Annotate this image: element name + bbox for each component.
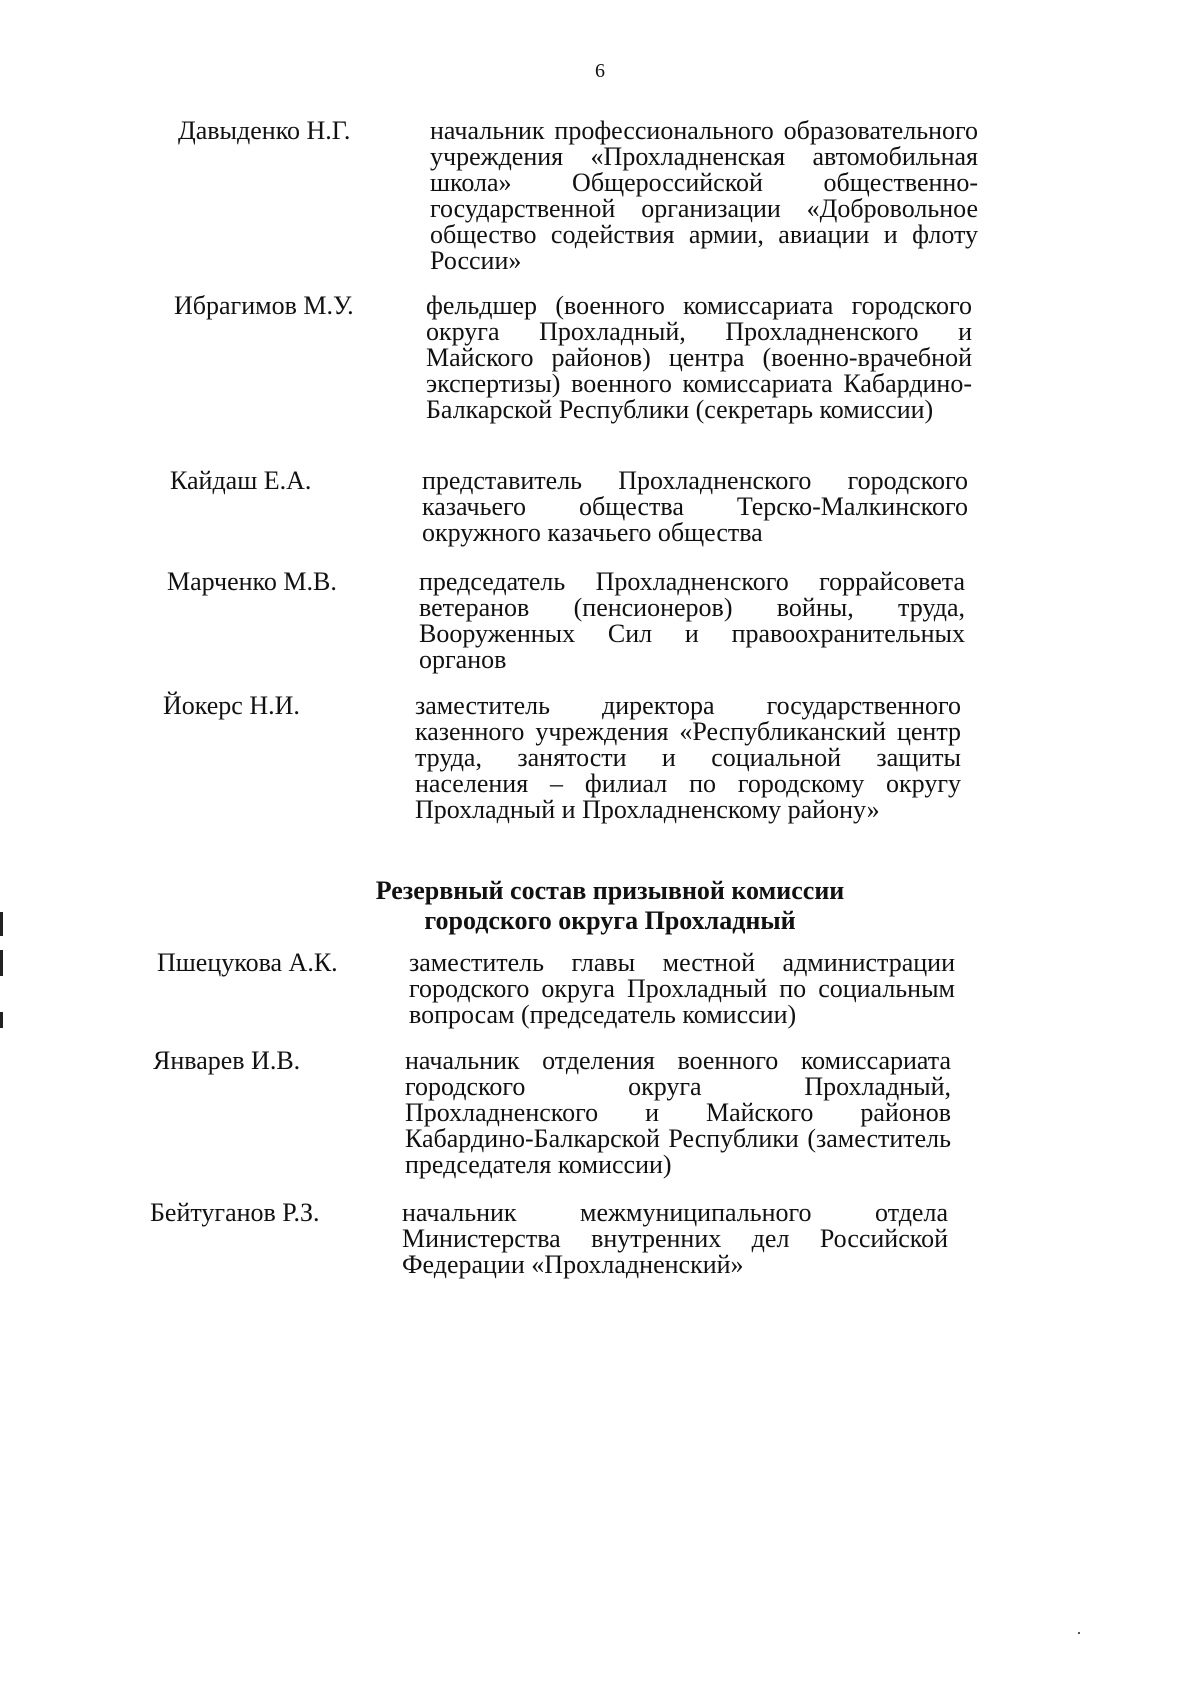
scan-speck xyxy=(1078,1632,1080,1634)
page-number: 6 xyxy=(595,60,605,82)
member-role: начальник межмуниципального отдела Министерства внутренних дел Российской Федерации «Прохладненский» xyxy=(402,1198,948,1279)
member-name: Ибрагимов М.У. xyxy=(174,291,354,320)
scan-margin-mark xyxy=(0,912,3,936)
member-role: начальник отделения военного комиссариата городского округа Прохладный, Прохладненского и Майского районов Кабардино-Балкарской Республики (заместитель председателя комиссии) xyxy=(405,1046,951,1179)
reserve-title-line2: городского округа Прохладный xyxy=(424,906,796,935)
member-name: Йокерс Н.И. xyxy=(163,691,300,720)
member-name: Бейтуганов Р.З. xyxy=(150,1198,320,1227)
member-name: Январев И.В. xyxy=(153,1046,301,1075)
reserve-title-line1: Резервный состав призывной комиссии xyxy=(375,876,845,905)
member-name: Давыденко Н.Г. xyxy=(178,116,351,145)
reserve-section-title xyxy=(300,876,920,936)
member-role: начальник профессионального образовательного учреждения «Прохладненская автомобильная школа» Общероссийской общественно-государственной организации «Добровольное общество содействия армии, авиации и флоту России» xyxy=(430,116,978,275)
scan-margin-mark xyxy=(0,1012,3,1028)
member-role: заместитель директора государственного казенного учреждения «Республиканский центр труда, занятости и социальной защиты населения – филиал по городскому округу Прохладный и Прохладненскому району» xyxy=(415,691,961,824)
member-name: Пшецукова А.К. xyxy=(157,948,338,977)
member-name: Кайдаш Е.А. xyxy=(170,466,312,495)
member-role: председатель Прохладненского горрайсовета ветеранов (пенсионеров) войны, труда, Вооруженных Сил и правоохранительных органов xyxy=(419,567,965,674)
scan-margin-mark xyxy=(0,950,3,976)
member-role: заместитель главы местной администрации городского округа Прохладный по социальным вопросам (председатель комиссии) xyxy=(409,948,955,1029)
member-role: представитель Прохладненского городского казачьего общества Терско-Малкинского окружного казачьего общества xyxy=(422,466,968,547)
member-name: Марченко М.В. xyxy=(167,567,337,596)
member-role: фельдшер (военного комиссариата городского округа Прохладный, Прохладненского и Майского районов) центра (военно-врачебной экспертизы) военного комиссариата Кабардино-Балкарской Республики (секретарь комиссии) xyxy=(426,291,972,424)
